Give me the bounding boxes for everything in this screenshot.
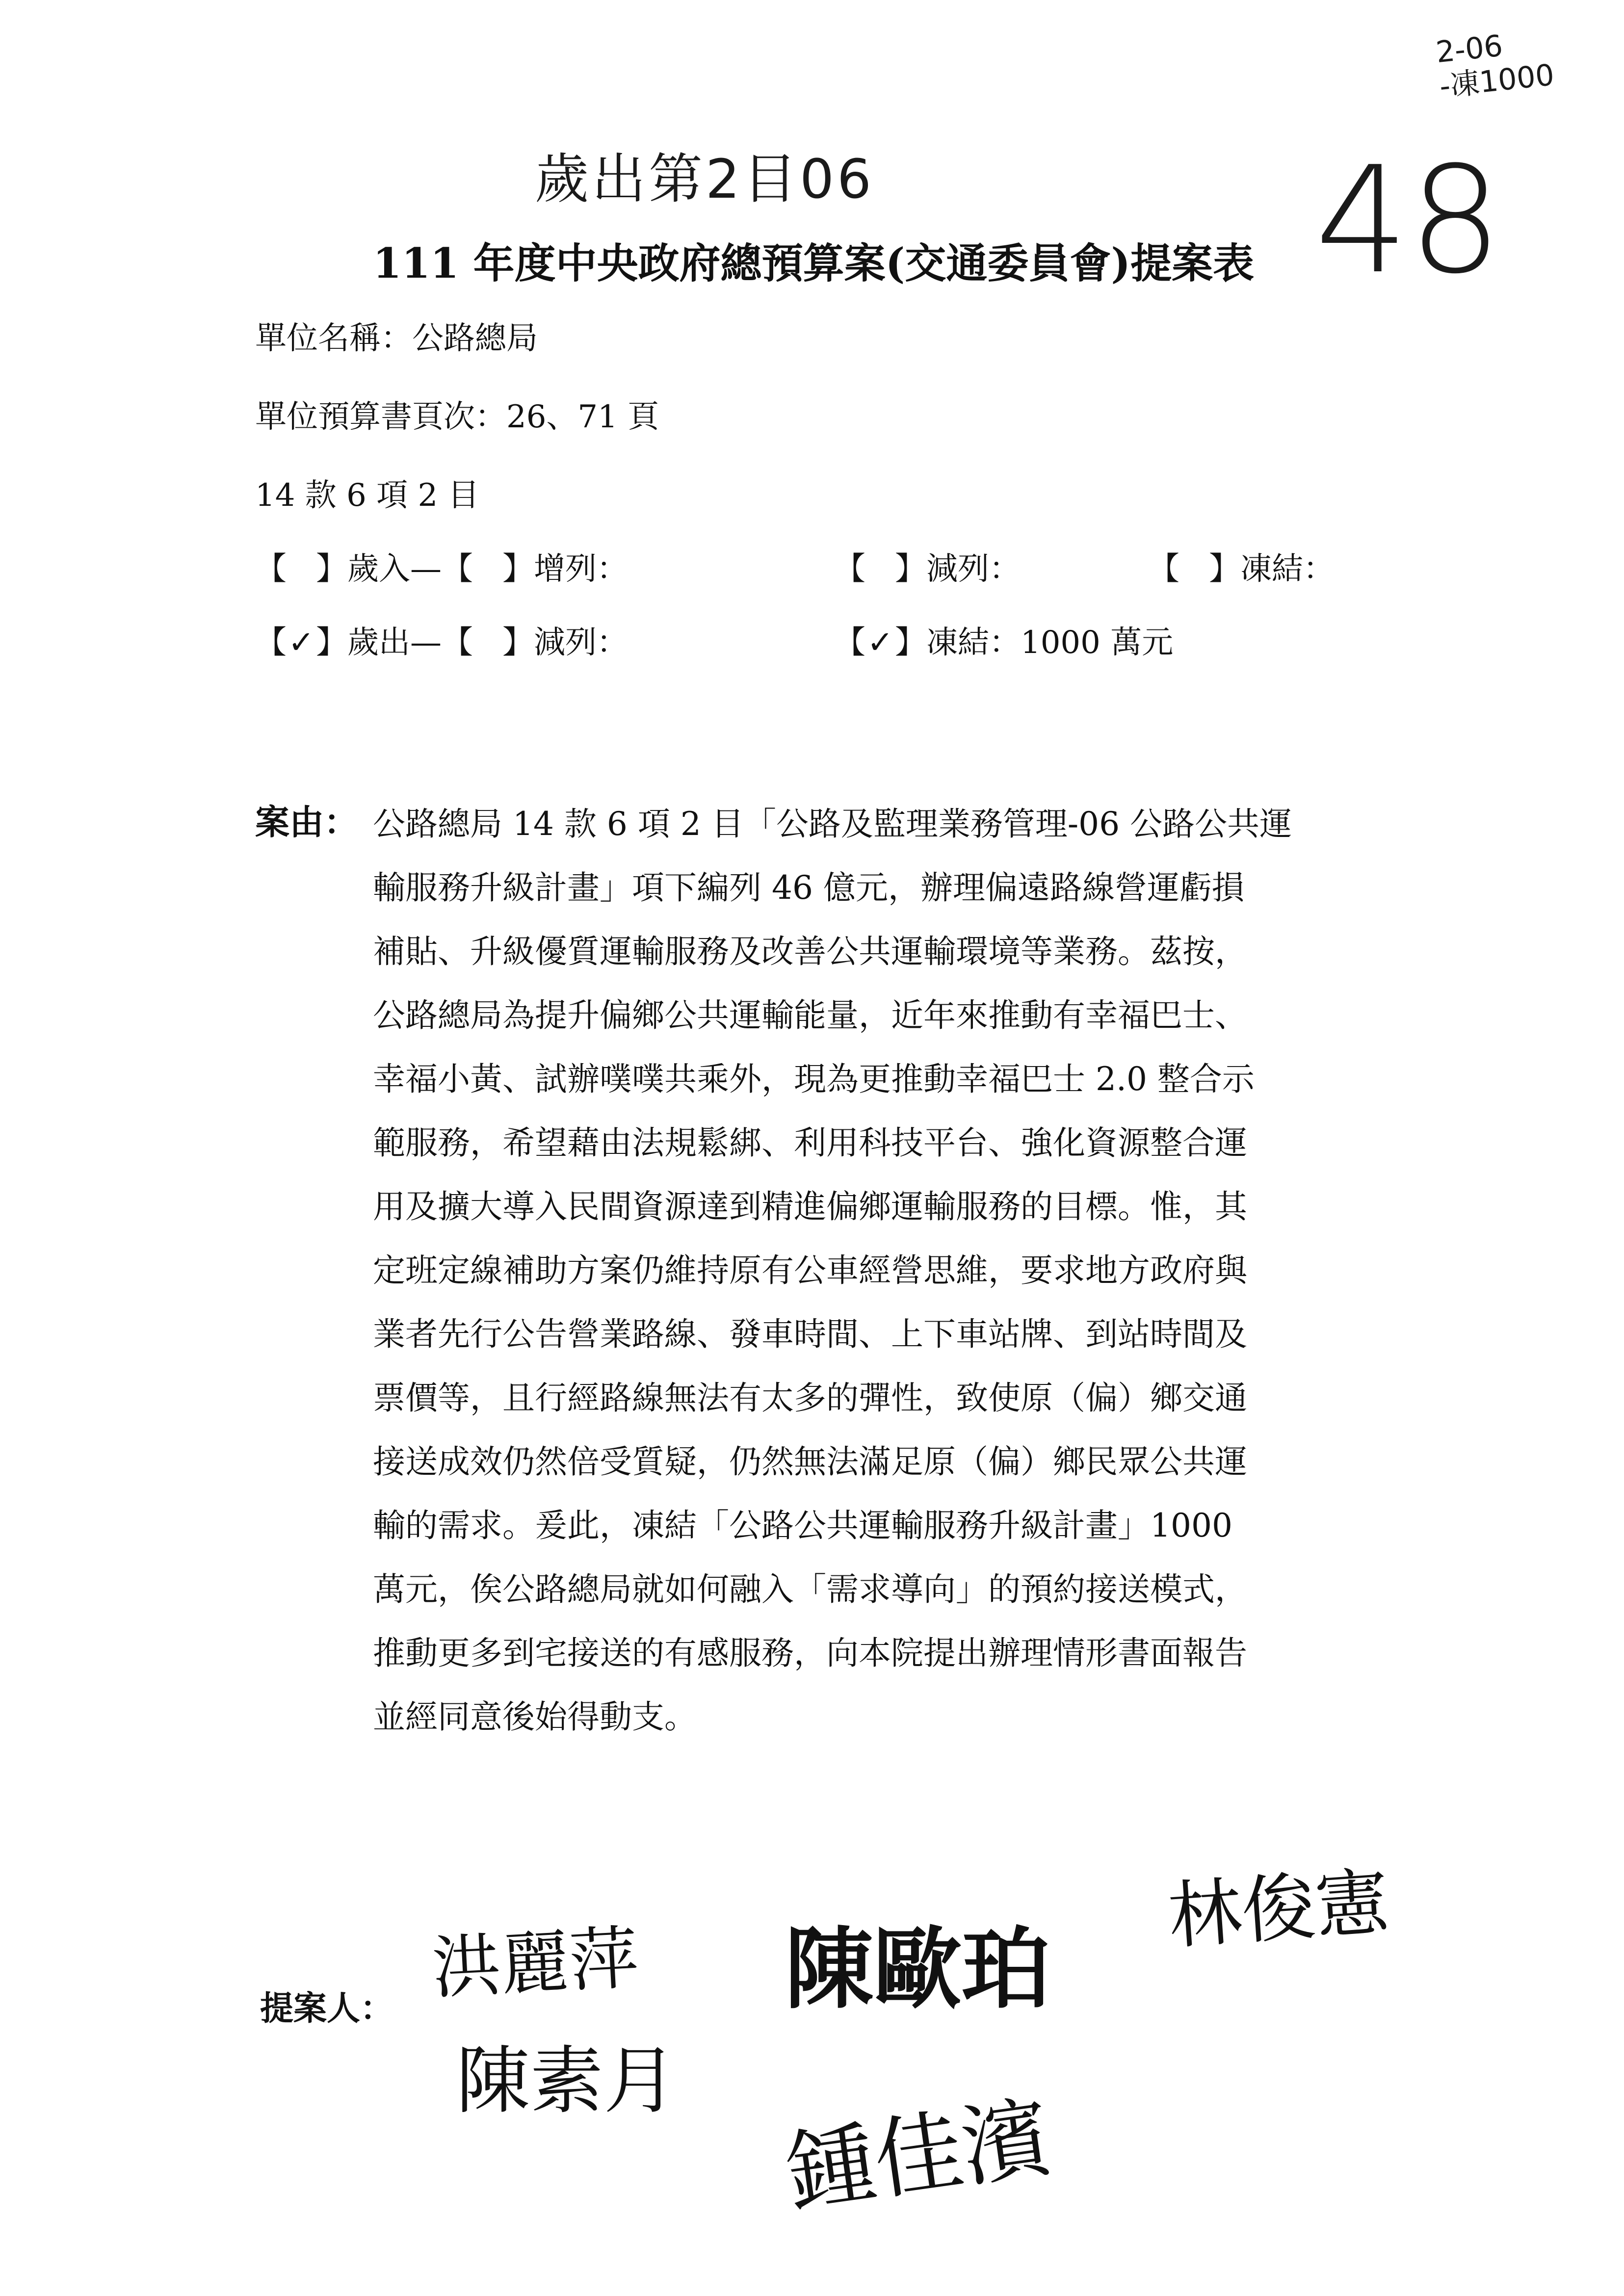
corner-note-line: 2-06	[1434, 28, 1505, 70]
reason-line: 補貼、升級優質運輸服務及改善公共運輸環境等業務。茲按，	[373, 933, 1247, 970]
reason-line: 並經同意後始得動支。	[373, 1698, 697, 1736]
increase-label: 增列：	[534, 551, 628, 587]
proposer-label: 提案人：	[260, 1989, 394, 2028]
reason-line: 業者先行公告營業路線、發車時間、上下車站牌、到站時間及	[373, 1315, 1247, 1353]
reason-line: 定班定線補助方案仍維持原有公車經營思維，要求地方政府與	[373, 1252, 1247, 1289]
reason-line: 接送成效仍然倍受質疑，仍然無法滿足原（偏）鄉民眾公共運	[373, 1443, 1247, 1481]
reason-line: 用及擴大導入民間資源達到精進偏鄉運輸服務的目標。惟，其	[373, 1188, 1247, 1226]
reason-line: 幸福小黃、試辦噗噗共乘外，現為更推動幸福巴士 2.0 整合示	[373, 1060, 1255, 1098]
expense-freeze: 【✓】凍結：1000 萬元	[834, 623, 1173, 662]
signature: 鍾佳濱	[780, 2087, 1057, 2225]
revenue-freeze-label: 凍結：	[1240, 551, 1335, 587]
signature: 陳歐珀	[785, 1918, 1050, 2021]
expense-checkmark: ✓	[288, 625, 314, 661]
reason-label: 案由：	[255, 802, 358, 842]
reason-line: 萬元，俟公路總局就如何融入「需求導向」的預約接送模式，	[373, 1570, 1247, 1608]
reason-line: 推動更多到宅接送的有感服務，向本院提出辦理情形書面報告	[373, 1634, 1247, 1672]
reason-line: 範服務，希望藉由法規鬆綁、利用科技平台、強化資源整合運	[373, 1124, 1247, 1162]
signature: 陳素月	[456, 2038, 678, 2124]
page-title: 111 年度中央政府總預算案(交通委員會)提案表	[373, 239, 1255, 287]
reason-line: 票價等，且行經路線無法有太多的彈性，致使原（偏）鄉交通	[373, 1379, 1247, 1417]
corner-note	[1434, 24, 1556, 104]
corner-note-line: -凍1000	[1438, 57, 1556, 104]
expense-row: 【✓】歲出—【 】減列：	[255, 623, 628, 662]
expense-freeze-label: 凍結：1000 萬元	[926, 625, 1174, 661]
reason-line: 公路總局 14 款 6 項 2 目「公路及監理業務管理-06 公路公共運	[373, 805, 1292, 843]
unit-name: 單位名稱：公路總局	[255, 320, 538, 357]
revenue-freeze: 【 】凍結：	[1148, 551, 1335, 587]
revenue-label: 歲入—	[347, 551, 442, 587]
page-number: 48	[1315, 135, 1502, 306]
signature: 林俊憲	[1165, 1859, 1392, 1960]
budget-pages: 單位預算書頁次：26、71 頁	[255, 399, 659, 435]
item-reference: 14 款 6 項 2 目	[255, 477, 479, 514]
reason-line: 輸服務升級計畫」項下編列 46 億元，辦理偏遠路線營運虧損	[373, 869, 1244, 907]
signature: 洪麗萍	[430, 1918, 640, 2009]
expense-decrease-label: 減列：	[534, 625, 628, 661]
budget-stamp: 歲出第2目06	[535, 148, 874, 210]
revenue-decrease-label: 減列：	[926, 551, 1021, 587]
revenue-row: 【 】歲入—【 】增列：	[255, 551, 628, 587]
freeze-checkmark: ✓	[867, 625, 893, 661]
reason-line: 公路總局為提升偏鄉公共運輸能量，近年來推動有幸福巴士、	[373, 996, 1247, 1034]
revenue-decrease: 【 】減列：	[834, 551, 1021, 587]
reason-line: 輸的需求。爰此，凍結「公路公共運輸服務升級計畫」1000	[373, 1507, 1232, 1544]
reason-body	[373, 792, 1413, 1749]
expense-label: 歲出—	[347, 625, 442, 661]
